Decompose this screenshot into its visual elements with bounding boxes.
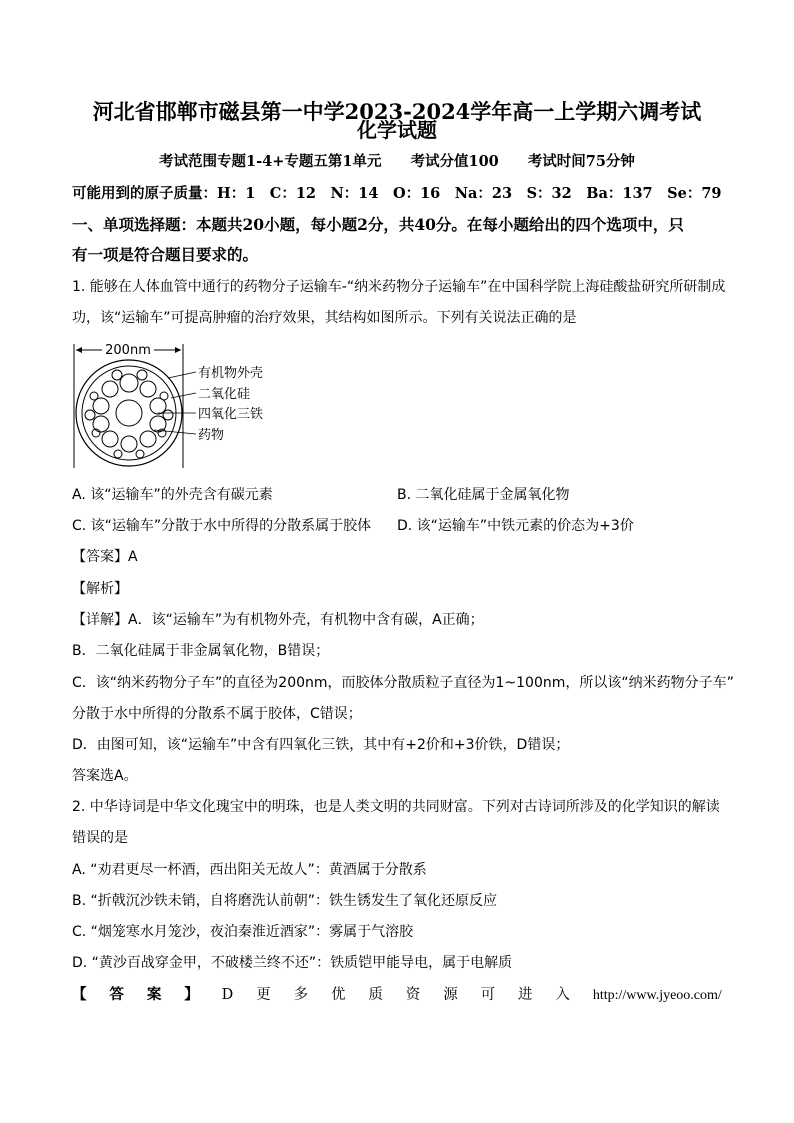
label-silica: 二氧化硅 — [198, 387, 251, 402]
q2-option-d: D. “黄沙百战穿金甲，不破楼兰终不还”：铁质铠甲能导电，属于电解质 — [72, 955, 513, 971]
particle — [120, 374, 138, 392]
answer-char: 【 — [72, 986, 87, 1003]
source-link[interactable]: http://www.jyeoo.com/ — [592, 988, 722, 1003]
particle — [90, 392, 98, 400]
answer-char: 源 — [443, 987, 458, 1003]
particle — [137, 370, 147, 380]
q1-option-a: A. 该“运输车”的外壳含有碳元素 — [72, 487, 273, 503]
q1-stem-line1: 1. 能够在人体血管中通行的药物分子运输车-“纳米药物分子运输车”在中国科学院上海硅酸盐研究所研制成 — [72, 279, 726, 295]
leader-shell — [168, 372, 196, 378]
section-heading-line2: 有一项是符合题目要求的。 — [72, 245, 259, 264]
q1-answer: 【答案】A — [72, 549, 138, 565]
answer-char: 】 — [184, 986, 199, 1003]
q2-answer-row — [72, 983, 722, 1004]
exam-meta: 考试范围专题1-4+专题五第1单元 考试分值100 考试时间75分钟 — [159, 153, 635, 170]
q1-detail-line: 分散于水中所得的分散系不属于胶体，C错误； — [72, 706, 362, 722]
answer-char: D — [221, 987, 234, 1003]
core-particle — [116, 400, 142, 426]
q2-stem-line2: 错误的是 — [72, 830, 128, 846]
q2-stem-line1: 2. 中华诗词是中华文化瑰宝中的明珠，也是人类文明的共同财富。下列对古诗词所涉及的化学知识的解读 — [72, 799, 720, 815]
particle — [121, 436, 137, 452]
answer-char: 更 — [256, 987, 271, 1003]
label-drug: 药物 — [198, 428, 225, 443]
answer-char: 多 — [293, 987, 309, 1003]
nano-carrier-figure — [72, 338, 282, 474]
answer-char: 质 — [368, 987, 383, 1003]
particle — [163, 410, 173, 420]
particle — [93, 416, 109, 432]
q1-detail-line: C．该“纳米药物分子车”的直径为200nm，而胶体分散质粒子直径为1~100nm，所以该“纳米药物分子车” — [72, 675, 734, 691]
particle — [114, 450, 122, 458]
q1-option-d: D. 该“运输车”中铁元素的价态为+3价 — [397, 518, 634, 534]
label-fe3o4: 四氧化三铁 — [198, 407, 264, 422]
q1-detail-line: 【详解】A．该“运输车”为有机物外壳，有机物中含有碳，A正确； — [72, 612, 484, 628]
particle — [140, 381, 156, 397]
particle — [140, 431, 156, 447]
particle — [160, 392, 168, 400]
answer-char: 优 — [330, 987, 346, 1003]
q2-option-a: A. “劝君更尽一杯酒，西出阳关无故人”：黄酒属于分散系 — [72, 862, 427, 878]
exam-title: 河北省邯郸市磁县第一中学2023-2024学年高一上学期六调考试 — [92, 99, 702, 124]
answer-char: 案 — [146, 986, 162, 1003]
label-organic-shell: 有机物外壳 — [198, 366, 264, 381]
q1-stem-line2: 功，该“运输车”可提高肿瘤的治疗效果，其结构如图所示。下列有关说法正确的是 — [72, 310, 577, 326]
particle — [102, 431, 118, 447]
q1-option-c: C. 该“运输车”分散于水中所得的分散系属于胶体 — [72, 518, 372, 534]
dimension-label: 200nm — [105, 343, 151, 358]
answer-char: 可 — [480, 987, 496, 1003]
nano-carrier-diagram — [72, 338, 282, 470]
exam-subtitle: 化学试题 — [357, 118, 437, 142]
q1-detail-line: D．由图可知，该“运输车”中含有四氧化三铁，其中有+2价和+3价铁，D错误； — [72, 737, 570, 753]
particle — [136, 450, 144, 458]
dim-arrowhead-right — [175, 347, 181, 353]
q1-detail-line: B．二氧化硅属于非金属氧化物，B错误； — [72, 643, 330, 659]
q2-option-b: B. “折戟沉沙铁未销，自将磨洗认前朝”：铁生锈发生了氧化还原反应 — [72, 893, 498, 909]
answer-char: 答 — [109, 986, 124, 1003]
particle — [93, 398, 109, 414]
answer-char: 资 — [405, 987, 421, 1003]
q1-conclusion: 答案选A。 — [72, 768, 138, 784]
section-heading-line1: 一、单项选择题：本题共20小题，每小题2分，共40分。在每小题给出的四个选项中，只 — [72, 215, 684, 234]
dim-arrowhead-left — [76, 347, 82, 353]
answer-char: 进 — [518, 987, 533, 1003]
q1-analysis-heading: 【解析】 — [72, 581, 128, 597]
particle — [85, 410, 95, 420]
particle — [112, 370, 122, 380]
q2-option-c: C. “烟笼寒水月笼沙，夜泊秦淮近酒家”：雾属于气溶胶 — [72, 924, 414, 940]
q1-option-b: B. 二氧化硅属于金属氧化物 — [397, 487, 570, 503]
answer-char: 入 — [555, 987, 570, 1003]
particle — [102, 381, 118, 397]
atomic-masses: 可能用到的原子质量：H：1 C：12 N：14 O：16 Na：23 S：32 Ba：137 Se：79 — [72, 185, 722, 202]
